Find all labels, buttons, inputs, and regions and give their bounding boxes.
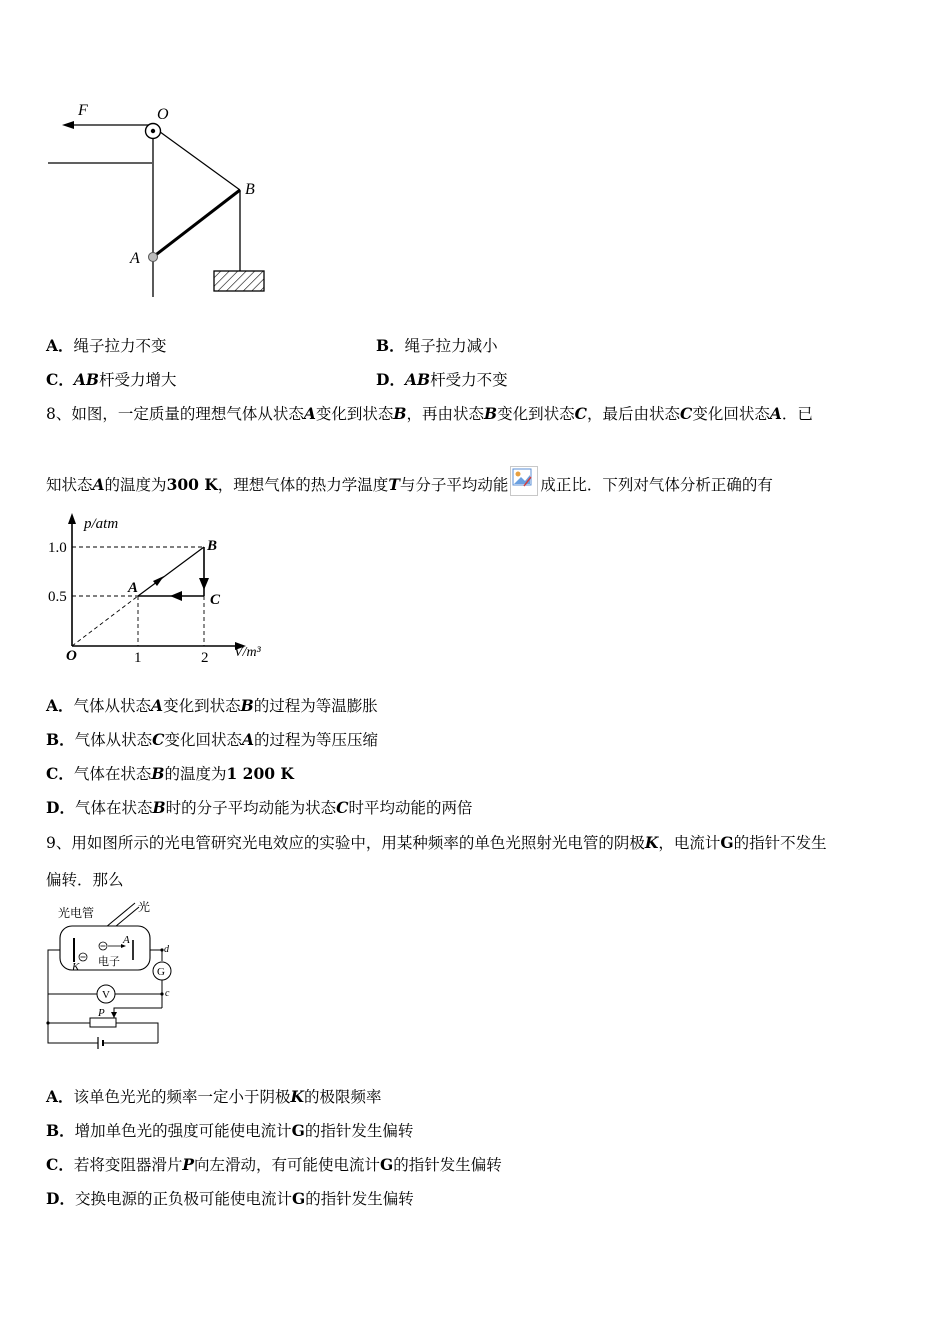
broken-image-icon — [510, 466, 538, 496]
q9-stem-line2: 偏转．那么 — [46, 871, 124, 889]
svg-text:c: c — [165, 988, 170, 999]
svg-text:P: P — [98, 1007, 105, 1019]
svg-text:K: K — [72, 961, 80, 973]
point-c-label: C — [210, 592, 221, 608]
q8-option-d[interactable]: D．气体在状态B时的分子平均动能为状态C时平均动能的两倍 — [46, 798, 473, 817]
q9-stem-line1: 9、用如图所示的光电管研究光电效应的实验中，用某种频率的单色光照射光电管的阴极K，电流计G的指针不发生 — [46, 833, 827, 852]
label-b: B — [245, 181, 255, 198]
label-f: F — [78, 102, 88, 119]
x-axis-label: V/m³ — [234, 645, 261, 660]
q9-option-c[interactable]: C．若将变阻器滑片P向左滑动，有可能使电流计G的指针发生偏转 — [46, 1155, 502, 1174]
svg-text:A: A — [123, 934, 130, 946]
label-a: A — [130, 250, 140, 267]
q7-option-b[interactable]: B．绳子拉力减小 — [376, 336, 498, 355]
weight-block — [214, 271, 264, 291]
process-a-b — [138, 547, 204, 596]
svg-text:V: V — [102, 989, 110, 1001]
rope-ob — [156, 129, 240, 190]
point-b-label: B — [207, 538, 218, 554]
svg-text:G: G — [157, 966, 165, 978]
q9-option-a[interactable]: A．该单色光光的频率一定小于阴极K的极限频率 — [46, 1087, 382, 1106]
phototube-label: 光电管 — [58, 906, 95, 920]
q7-option-a[interactable]: A．绳子拉力不变 — [46, 336, 167, 355]
origin-label: O — [66, 648, 77, 664]
q9-circuit — [40, 898, 190, 1058]
hinge-a — [149, 253, 158, 262]
y-tick-1: 1.0 — [48, 540, 67, 556]
q9-option-b[interactable]: B．增加单色光的强度可能使电流计G的指针发生偏转 — [46, 1121, 414, 1140]
x-tick-1: 1 — [134, 650, 142, 666]
label-o: O — [157, 106, 169, 123]
q8-option-a[interactable]: A．气体从状态A变化到状态B的过程为等温膨胀 — [46, 696, 378, 715]
y-tick-05: 0.5 — [48, 589, 67, 605]
rheostat — [90, 1018, 116, 1027]
q8-option-c[interactable]: C．气体在状态B的温度为1 200 K — [46, 764, 294, 783]
q7-figure — [40, 95, 280, 305]
q8-stem-line2: 知状态A的温度为300 K，理想气体的热力学温度T与分子平均动能 成正比．下列对气体分析正确的有 — [46, 466, 773, 496]
q8-stem-line1: 8、如图，一定质量的理想气体从状态A变化到状态B，再由状态B变化到状态C，最后由状态C变化回状态A．已 — [46, 404, 813, 423]
force-f-arrowhead — [62, 121, 74, 129]
svg-text:d: d — [164, 944, 169, 955]
light-label: 光 — [138, 900, 151, 914]
electron-label: 电子 — [98, 956, 120, 968]
y-axis-label: p/atm — [84, 516, 119, 532]
q7-option-d[interactable]: D．AB杆受力不变 — [376, 370, 508, 389]
point-a-label: A — [128, 580, 139, 596]
q7-option-c[interactable]: C．AB杆受力增大 — [46, 370, 177, 389]
q8-pv-graph — [44, 510, 284, 670]
rod-ab — [153, 190, 240, 257]
q8-option-b[interactable]: B．气体从状态C变化回状态A的过程为等压压缩 — [46, 730, 379, 749]
q9-option-d[interactable]: D．交换电源的正负极可能使电流计G的指针发生偏转 — [46, 1189, 414, 1208]
x-tick-2: 2 — [201, 650, 209, 666]
